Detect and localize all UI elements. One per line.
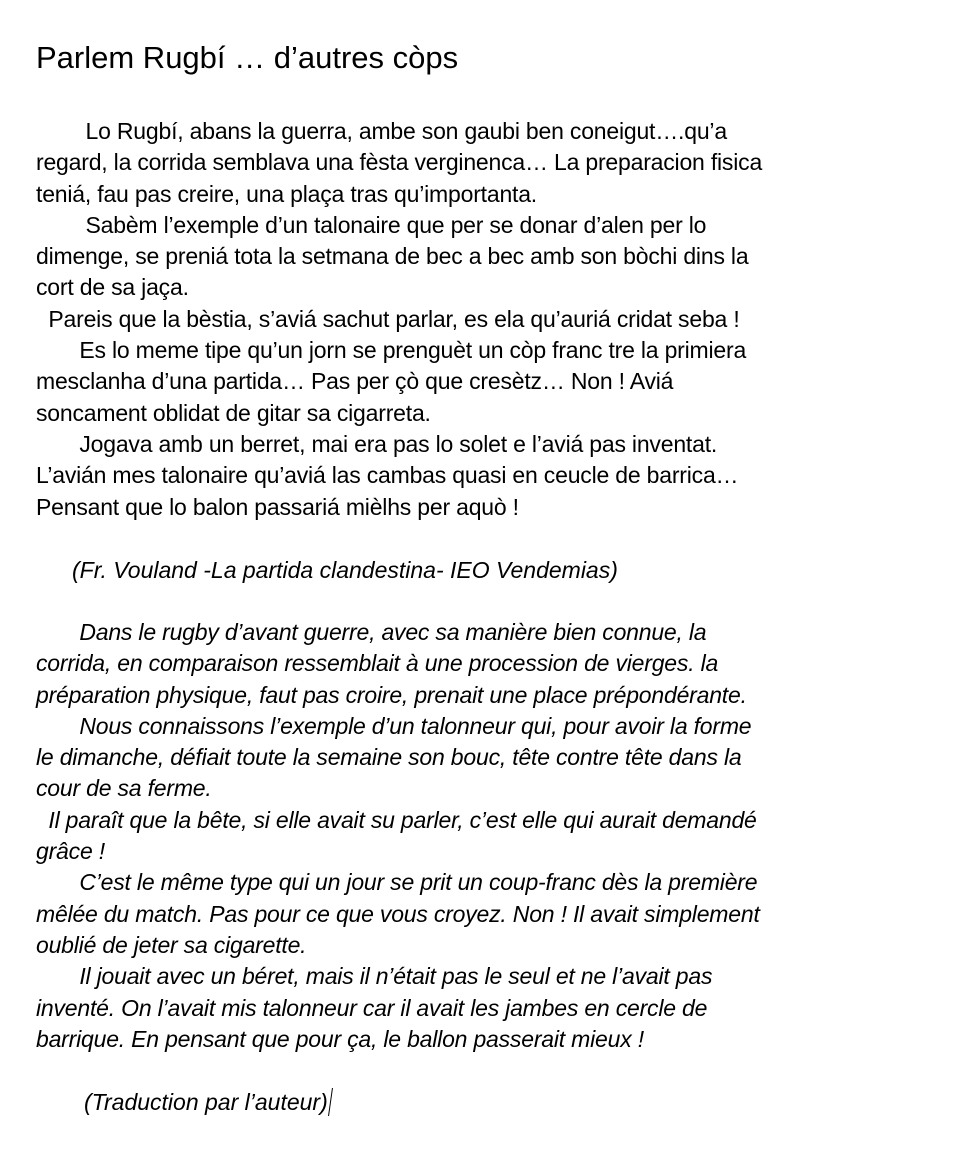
text-cursor[interactable] xyxy=(328,1088,333,1116)
occitan-text-block xyxy=(36,116,936,523)
text-line: Sabèm l’exemple d’un talonaire que per se donar d’alen per lo xyxy=(36,211,707,238)
text-line: barrique. En pensant que pour ça, le ballon passerait mieux ! xyxy=(36,1025,644,1052)
text-line: Nous connaissons l’exemple d’un talonneur qui, pour avoir la forme xyxy=(36,712,752,739)
text-line: Il paraît que la bête, si elle avait su parler, c’est elle qui aurait demandé xyxy=(36,806,757,833)
text-line: Il jouait avec un béret, mais il n’était pas le seul et ne l’avait pas xyxy=(36,963,713,990)
text-line: cour de sa ferme. xyxy=(36,775,212,802)
text-line: le dimanche, défiait toute la semaine son bouc, tête contre tête dans la xyxy=(36,744,742,771)
text-line: mesclanha d’una partida… Pas per çò que cresètz… Non ! Aviá xyxy=(36,368,674,395)
text-line: corrida, en comparaison ressemblait à une procession de vierges. la xyxy=(36,650,719,677)
text-line: cort de sa jaça. xyxy=(36,274,189,301)
text-line: Es lo meme tipe qu’un jorn se prenguèt un còp franc tre la primiera xyxy=(36,337,747,364)
text-line: inventé. On l’avait mis talonneur car il avait les jambes en cercle de xyxy=(36,994,708,1021)
text-line: soncament oblidat de gitar sa cigarreta. xyxy=(36,399,431,426)
text-line: dimenge, se preniá tota la setmana de bec a bec amb son bòchi dins la xyxy=(36,243,749,270)
text-line: Pareis que la bèstia, s’aviá sachut parlar, es ela qu’auriá cridat seba ! xyxy=(36,305,740,332)
text-line: Pensant que lo balon passariá mièlhs per aquò ! xyxy=(36,493,519,520)
text-line: C’est le même type qui un jour se prit un coup-franc dès la première xyxy=(36,869,758,896)
text-line: oublié de jeter sa cigarette. xyxy=(36,931,307,958)
text-line: Jogava amb un berret, mai era pas lo solet e l’aviá pas inventat. xyxy=(36,430,718,457)
text-line: regard, la corrida semblava una fèsta verginenca… La preparacion fisica xyxy=(36,149,763,176)
text-line: Lo Rugbí, abans la guerra, ambe son gaubi ben coneigut….qu’a xyxy=(36,118,727,144)
text-line: L’avián mes talonaire qu’aviá las cambas quasi en ceucle de barrica… xyxy=(36,462,739,489)
text-line: mêlée du match. Pas pour ce que vous croyez. Non ! Il avait simplement xyxy=(36,900,760,927)
text-line: teniá, fau pas creire, una plaça tras qu’importanta. xyxy=(36,180,538,207)
source-citation: (Fr. Vouland -La partida clandestina- IEO Vendemias) xyxy=(72,557,618,583)
text-line: Dans le rugby d’avant guerre, avec sa manière bien connue, la xyxy=(36,619,707,645)
document-title: Parlem Rugbí … d’autres còps xyxy=(36,40,459,75)
french-translation-block xyxy=(36,617,936,1055)
text-line: préparation physique, faut pas croire, prenait une place prépondérante. xyxy=(36,681,747,708)
text-line: grâce ! xyxy=(36,838,105,865)
translation-credit: (Traduction par l’auteur) xyxy=(84,1089,328,1115)
translation-credit-line xyxy=(84,1087,331,1118)
